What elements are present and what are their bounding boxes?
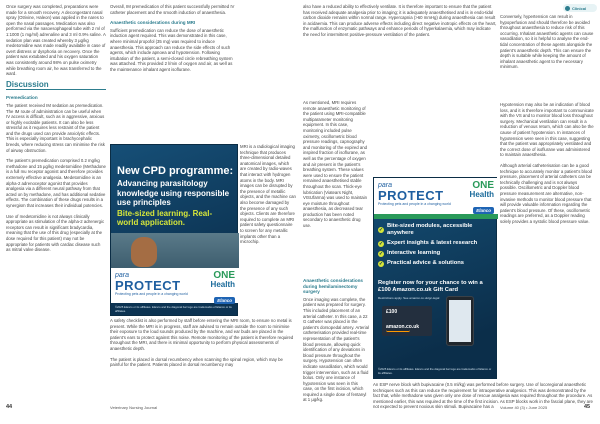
check-icon: ✓ — [378, 240, 384, 247]
intro-paragraph: Once surgery was completed, preparations were made for a smooth recovery. A decongestant nasal spray (Otrivine, Haleon) was applied in the nares to open the nasal passages. Medication was also performed via the nasoesophageal tube with 2 ml of 1:1000 (1 mg/ml) adrenaline and 3 ml 0.9% saline. A sedation plan was created whereby 3 µg/kg medetomidine was made readily available in case of overt distress or dysphoria on recovery. Once the patient was extubated and his oxygen saturation was consistently around 98% on pulse oximetry while breathing room air, he was transferred to the ward. — [6, 4, 106, 77]
logo-protect-2: PROTECT — [378, 188, 444, 203]
col3-top-paragraph: also have a reduced ability to effectively ventilate. It is therefore important to ensure that the patient has received adequate analgesia prior to imaging; it is adequately anaesthetised and is in endo-tidal carbon dioxide remains within normal range. Hypercapnia (>60 mmHg) during anaesthesia can result in acidaemia. This can produce adverse effects including direct negative inotropic effects on the heart, the malfunction of enzymatic pathways and enhance periods of hyperkalaemia, which may indicate the need for intermittent positive-pressure ventilation of the patient. — [303, 4, 497, 37]
benefit-text: Interactive learning — [387, 250, 441, 256]
oscillometric-paragraph: Although arterial catheterisation can be a good technique to accurately monitor a patient's blood pressure, placement of arterial catheters can be technically challenging and is not always possible. Oscillometric and Doppler blood pressure measurement are alternative, non-invasive methods to monitor blood pressure that will provide valuable information regarding the patient's blood pressure. Of these, oscillometric readings are preferred, as a Doppler reading solely provides a systolic blood pressure value. — [500, 162, 593, 224]
logo-protect: PROTECT — [115, 278, 181, 293]
one-text-2: ONE — [472, 180, 494, 191]
col4-top-paragraph: Conversely, hypertension can result in hypoperfusion and should therefore be avoided throughout anaesthesia to reduce risk of this occurring. Inhalant anaesthetic agents can cause vasodilation, so it is helpful to analyse the end-tidal concentration of these agents alongside the patient's anaesthetic depth. This can ensure the depth is suitable while keeping the amount of inhalant anaesthetic agent to the necessary minimum. — [500, 14, 594, 70]
check-icon: ✓ — [378, 250, 384, 257]
paraprotect-logo-2 — [378, 182, 451, 206]
column-4-top — [500, 14, 594, 100]
bite-sized-advertisement[interactable] — [373, 177, 497, 379]
benefit-item — [378, 250, 492, 257]
section-label — [563, 4, 597, 12]
column-3-top — [303, 4, 497, 96]
cpd-advertisement[interactable] — [110, 144, 238, 316]
elanco-logo: Elanco — [214, 297, 235, 304]
premedication-heading: Premedication — [6, 95, 38, 101]
check-icon: ✓ — [378, 260, 384, 267]
health-text: Health — [210, 280, 235, 289]
benefit-item — [378, 240, 492, 247]
column-3-side — [303, 100, 369, 275]
elanco-logo-2: Elanco — [473, 207, 494, 214]
hemilaminectomy-paragraph: Once imaging was complete, the patient was prepared for surgery. This included placement of an arterial catheter. In this case, a 22 G catheter was placed in the patient's dorsopedal artery. Arterial catheterisation provided real-time representation of the patient's blood pressure, allowing quick identification of any deviations in blood pressure throughout the surgery. Hypotension can often indicate vasodilation, which would trigger intervention, such as a fluid bolus. Only one instance of hypotension was seen in this case, on the first incision, which required a single dose of fentanyl at 1 µg/kg. — [303, 296, 369, 403]
restrictions-text: Restrictions apply. See amazon.co.uk/gc-legal — [378, 296, 440, 300]
premed-paragraph-3: Use of medetomidine is not always clinically appropriate as stimulation of the alpha-2 adrenergic receptors can result in significant bradycardia, meaning that the use of this drug (especially at the dose required for this patient) may not be appropriate for patients with cardiac disease such as mitral valve disease. — [6, 213, 105, 253]
dog-head-shape — [131, 237, 157, 267]
health-text-2: Health — [469, 190, 494, 199]
mri-paragraph-2: MRI is a radiological imaging technique that produces three-dimensional detailed anatomical images, which are created by radio-waves that interact with hydrogen atoms in the body. MRI images can be disrupted by the presence of metallic objects, and the machine can also become damaged by the presence of any such objects. Clients are therefore required to complete an MRI patient safety questionnaire to screen for any metallic implants other than a microchip. — [240, 144, 296, 245]
ad-fine-print: ©2025 Elanco or its affiliates. Elanco and the diagonal bar logo are trademarks of Elanco or its affiliates. — [115, 305, 232, 313]
phone-image — [446, 296, 474, 346]
left-journal-name: Veterinary Nursing Journal — [110, 405, 158, 410]
right-page-number: 45 — [584, 404, 591, 410]
ad-logo-strip — [111, 268, 239, 303]
phone-screen — [449, 300, 471, 342]
hemilaminectomy-heading: Anaesthetic considerations during hemilaminectomy surgery — [303, 278, 363, 295]
column-2-bottom — [110, 318, 296, 400]
ad2-logo-strip — [374, 178, 498, 214]
ad-subheadline: Advancing parasitology knowledge using responsible use principles — [117, 179, 230, 207]
esp-block-paragraph: An ESP nerve block with bupivacaine (0.5 ml/kg) was performed before surgery. Use of locoregional anaesthetic techniques such as this can reduce the requirement for intraoperative analgesics. This was demonstrated by the fact that, while methadone was given only one dose of rescue analgesia was required throughout the procedure. As mentioned earlier, this was required at the time of the first incision. As ESP blocks work in the fascial plane, they are not expected to prevent noxious skin stimuli. Bupivacaine has a — [373, 382, 593, 410]
monitoring-paragraph: As mentioned, MRI requires remote anaesthetic monitoring of the patient using MRI-compatible multiparameter monitoring equipment. In this case, monitoring included pulse oximetry, oscillometric blood pressure readings, capnography and monitoring of the expired and inspired fraction of isoflurane, as well as the percentage of oxygen and air present in the patient's breathing system. These values were used to ensure the patient remained anaesthetised stable throughout the scan. Thick-eye lubrication (Viatears Night, VISUfarma) was used to maintain eye moisture throughout anaesthesia, as decreased tear production has been noted secondary to anaesthetic drug use. — [303, 100, 368, 229]
benefit-list — [378, 223, 492, 270]
logo-tagline-2: Protecting pets and people in a changing world — [378, 202, 451, 206]
column-1 — [6, 4, 106, 399]
column-4-side — [500, 102, 594, 362]
amazon-smile-icon — [386, 330, 410, 332]
amazon-gift-card — [382, 306, 432, 336]
benefit-item — [378, 260, 492, 267]
check-icon: ✓ — [378, 227, 384, 233]
benefit-text: Practical advice & solutions — [387, 260, 464, 266]
premed-paragraph-2: The patient's premedication comprised 0.2 mg/kg methadone and 15 µg/kg medetomidine (Methadone is a full mu receptor agonist and therefore provides extremely effective analgesia. Medetomidine is an alpha-2 adrenoceptor agonist that provides analgesia via a different neural pathway from that acted on by methadone, and has additional sedative effects. The combination of these drugs results in a synergism that increases their individual potencies. — [6, 158, 106, 208]
premed-paragraph-1: The patient received IM sedation as premedication. The IM route of administration can be useful when IV access is difficult, such as in aggressive, anxious or highly excitable patients. It can also be less stressful as it requires less restraint of the patient and the drugs used can provide anxiolytic effects. This is especially important in brachycephalic breeds, where reducing stress can minimise the risk of airway obstruction. — [6, 102, 105, 153]
col2-top-paragraph: Overall, IM premedication of this patient successfully permitted IV catheter placement and the smooth induction of anaesthesia. — [110, 4, 235, 15]
discussion-heading: Discussion — [6, 82, 106, 91]
right-volume-info: Volume 40 (3) • June 2025 — [500, 405, 548, 410]
ad2-fine-print: ©2025 Elanco or its affiliates. Elanco and the diagonal bar logo are trademarks of Elanco or its affiliates. — [378, 367, 492, 375]
green-band — [374, 214, 498, 219]
logo-tagline: Protecting pets and people in a changing world — [115, 292, 188, 296]
ad-headline: New CPD programme: — [117, 165, 234, 177]
section-label-text: Clinical — [572, 5, 587, 11]
amazon-logo: amazon.co.uk — [386, 324, 420, 330]
benefit-text: Expert insights & latest research — [387, 240, 478, 246]
column-2-side — [240, 144, 296, 316]
column-2-top — [110, 4, 238, 142]
one-health-logo — [211, 271, 235, 307]
safety-paragraph: A safety checklist is also performed by staff before entering the MRI room, to ensure no metal is present. While the MRI is in progress, staff are advised to remain outside the room to minimise their exposure to the loud sounds produced by the machine, and ear buds are placed in the patient's ears to protect against this noise. Remote monitoring of the patient is therefore required throughout the MRI, and there is minimal opportunity to perform physical assessments of anaesthetic depth. — [110, 318, 294, 351]
one-health-logo-2 — [470, 181, 494, 217]
mri-heading: Anaesthetic considerations during MRI — [110, 20, 196, 26]
paraprotect-logo — [115, 272, 188, 296]
one-text: ONE — [213, 270, 235, 281]
hypotension-paragraph: Hypotension may also be an indication of blood loss, and it is therefore important to communicate with the VS and to monitor blood loss throughout surgery. Mechanical ventilation can result in a reduction of venous return, which can also be the cause of patient hypotension. In instances of hypotension were seen in this case, suggesting that the patient was appropriately ventilated and the correct dose of isoflurane was administered to maintain anaesthesia. — [500, 102, 594, 158]
register-cta[interactable]: Register now for your chance to win a £100 Amazon.co.uk Gift Card — [378, 280, 483, 293]
mri-paragraph: Sufficient premedication can reduce the dose of anaesthetic induction agent required. This was demonstrated in this case, where minimal propofol (35 mg) was required to induce anaesthesia. This approach can reduce the side effects of such agents, which include apnoea and hypotension. Following intubation of the patient, a semi-closed circle rebreathing system was attached. This provided 2 l/min of oxygen and air, as well as the maintenance inhalant agent isoflurane. — [110, 27, 233, 72]
column-3-bottom — [303, 278, 369, 403]
dog-photo — [111, 233, 239, 271]
benefit-item — [378, 223, 492, 237]
ad-tagline: Bite-sized learning. Real-world application. — [117, 209, 213, 227]
logo-para: para — [115, 272, 130, 279]
benefit-text: Bite-sized modules, accessible anywhere — [387, 223, 473, 236]
left-page-number: 44 — [6, 404, 13, 410]
logo-para-2: para — [378, 182, 393, 189]
gift-card-value: £100 — [386, 309, 398, 315]
dorsal-paragraph: The patient is placed in dorsal recumbency when scanning the spinal region, which may be painful for the patient. Patients placed in dorsal recumbency may — [110, 356, 283, 368]
section-icon — [565, 6, 570, 11]
